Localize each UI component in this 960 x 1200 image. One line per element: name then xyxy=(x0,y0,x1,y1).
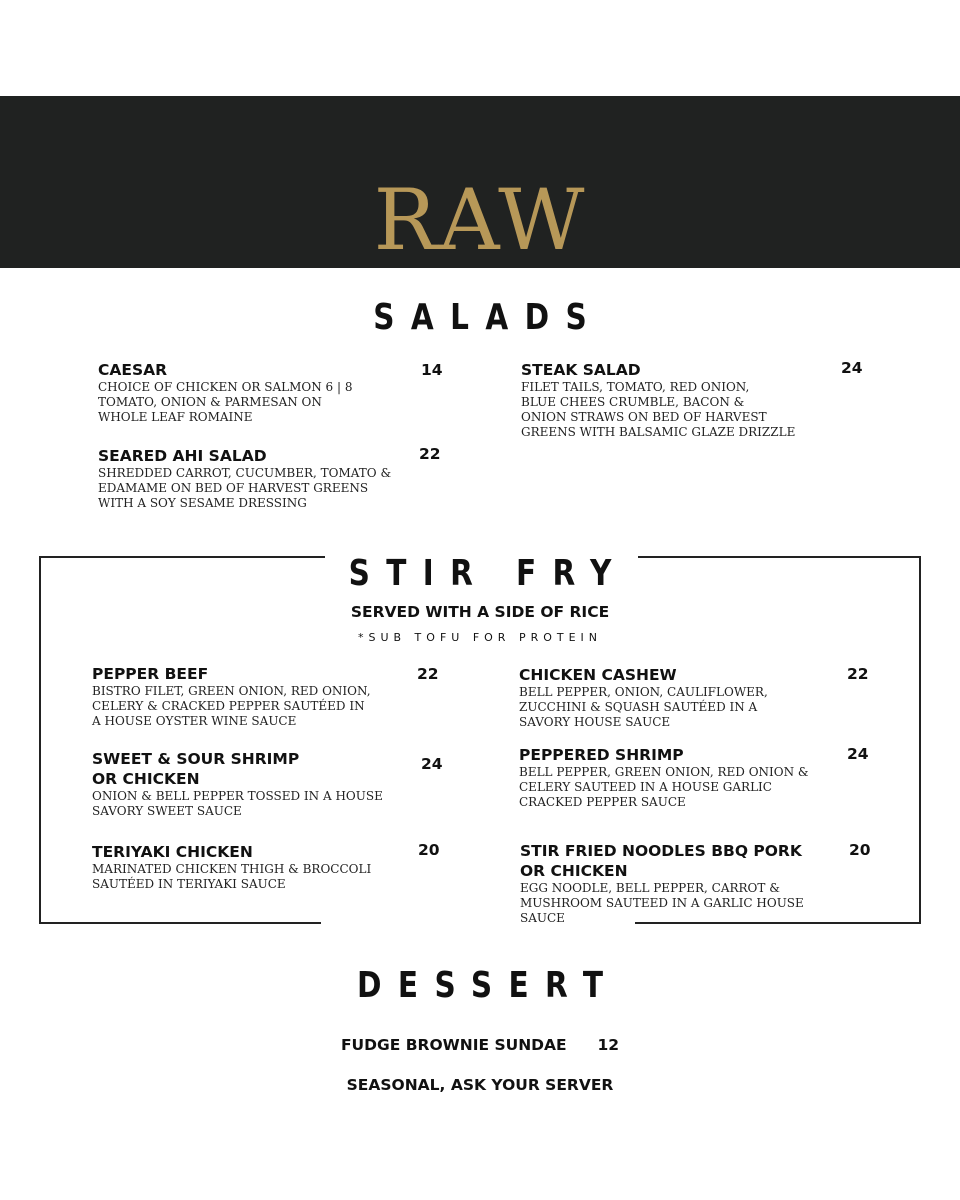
item-price: 22 xyxy=(847,665,869,683)
item-description: EGG NOODLE, BELL PEPPER, CARROT & MUSHROOM SAUTEED IN A GARLIC HOUSE SAUCE xyxy=(520,881,804,925)
menu-item-fudge-brownie-sundae xyxy=(0,1036,960,1054)
section-title-stir-fry: STIR FRY xyxy=(348,553,628,594)
menu-item-peppered-shrimp xyxy=(519,745,839,810)
item-price: 24 xyxy=(421,755,443,773)
menu-item-caesar xyxy=(98,360,408,425)
menu-item-chicken-cashew xyxy=(519,665,839,730)
item-description: CHOICE OF CHICKEN OR SALMON 6 | 8 TOMATO, ONION & PARMESAN ON WHOLE LEAF ROMAINE xyxy=(98,380,353,424)
menu-item-teriyaki-chicken xyxy=(92,842,392,892)
item-name: CAESAR xyxy=(98,361,168,379)
item-name: SEARED AHI SALAD xyxy=(98,447,267,465)
item-price: 14 xyxy=(421,361,443,379)
item-price: 24 xyxy=(841,359,863,377)
item-name: STEAK SALAD xyxy=(521,361,641,379)
item-name: PEPPERED SHRIMP xyxy=(519,746,684,764)
restaurant-logo: RAW xyxy=(373,171,587,269)
item-price: 22 xyxy=(417,665,439,683)
item-description: BELL PEPPER, GREEN ONION, RED ONION & CELERY SAUTEED IN A HOUSE GARLIC CRACKED PEPPER SAUCE xyxy=(519,765,809,809)
item-description: FILET TAILS, TOMATO, RED ONION, BLUE CHEES CRUMBLE, BACON & ONION STRAWS ON BED OF HARVEST GREENS WITH BALSAMIC GLAZE DRIZZLE xyxy=(521,380,796,439)
item-price: 20 xyxy=(849,841,871,859)
stir-fry-subtitle: SERVED WITH A SIDE OF RICE xyxy=(350,603,610,621)
menu-item-steak-salad xyxy=(521,360,831,440)
item-name: FUDGE BROWNIE SUNDAE xyxy=(340,1036,567,1054)
item-description: BELL PEPPER, ONION, CAULIFLOWER, ZUCCHINI & SQUASH SAUTÉED IN A SAVORY HOUSE SAUCE xyxy=(519,685,768,729)
item-description: BISTRO FILET, GREEN ONION, RED ONION, CELERY & CRACKED PEPPER SAUTÉED IN A HOUSE OYSTER WINE SAUCE xyxy=(92,684,371,728)
section-title-salads: SALADS xyxy=(373,297,604,338)
menu-item-seasonal: SEASONAL, ASK YOUR SERVER xyxy=(346,1076,614,1094)
menu-item-sweet-sour xyxy=(92,749,392,819)
item-price: 24 xyxy=(847,745,869,763)
item-price: 22 xyxy=(419,445,441,463)
item-description: MARINATED CHICKEN THIGH & BROCCOLI SAUTÉED IN TERIYAKI SAUCE xyxy=(92,862,372,891)
menu-item-seared-ahi-salad xyxy=(98,446,408,511)
item-name: PEPPER BEEF xyxy=(92,665,209,683)
frame-bottom-left xyxy=(39,922,321,924)
item-price: 12 xyxy=(597,1036,620,1054)
item-description: ONION & BELL PEPPER TOSSED IN A HOUSE SAVORY SWEET SAUCE xyxy=(92,789,383,818)
menu-item-pepper-beef xyxy=(92,664,392,729)
menu-item-stir-fried-noodles xyxy=(520,841,850,926)
item-name: TERIYAKI CHICKEN xyxy=(92,843,253,861)
section-title-dessert: DESSERT xyxy=(357,965,620,1006)
stir-fry-note: *SUB TOFU FOR PROTEIN xyxy=(357,631,603,644)
item-name: CHICKEN CASHEW xyxy=(519,666,677,684)
item-price: 20 xyxy=(418,841,440,859)
item-name: SWEET & SOUR SHRIMP OR CHICKEN xyxy=(92,750,300,788)
item-name: STIR FRIED NOODLES BBQ PORK OR CHICKEN xyxy=(520,842,802,880)
item-description: SHREDDED CARROT, CUCUMBER, TOMATO & EDAMAME ON BED OF HARVEST GREENS WITH A SOY SESAME DRESSING xyxy=(98,466,392,510)
